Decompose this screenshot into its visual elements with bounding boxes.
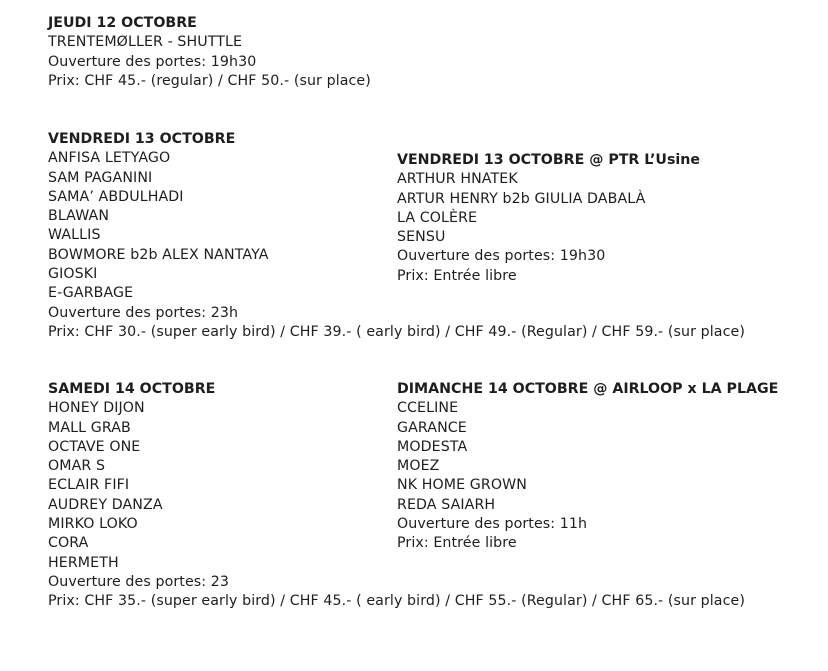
artist-line: OMAR S xyxy=(48,458,106,475)
artist-line: MALL GRAB xyxy=(48,419,131,436)
event-title: SAMEDI 14 OCTOBRE xyxy=(48,381,216,397)
artist-line: GARANCE xyxy=(397,419,467,436)
price-line: Prix: Entrée libre xyxy=(397,267,517,284)
artist-line: OCTAVE ONE xyxy=(48,438,141,455)
artist-line: MIRKO LOKO xyxy=(48,516,138,533)
event-title: JEUDI 12 OCTOBRE xyxy=(48,15,197,31)
artist-line: BLAWAN xyxy=(48,208,110,225)
artist-line: ECLAIR FIFI xyxy=(48,477,130,494)
artist-line: WALLIS xyxy=(48,227,101,244)
artist-line: GIOSKI xyxy=(48,266,98,283)
artist-line: TRENTEMØLLER - SHUTTLE xyxy=(48,34,243,51)
event-dimanche-14-airloop xyxy=(397,380,778,554)
artist-line: MOEZ xyxy=(397,458,440,475)
doors-time: Ouverture des portes: 23h xyxy=(48,304,239,321)
artist-line: LA COLÈRE xyxy=(397,209,478,226)
artist-line: NK HOME GROWN xyxy=(397,477,527,494)
doors-time: Ouverture des portes: 19h30 xyxy=(48,53,257,70)
price-line: Prix: CHF 35.- (super early bird) / CHF 45.- ( early bird) / CHF 55.- (Regular) / CHF 65.- (sur place) xyxy=(48,593,745,610)
price-line: Prix: CHF 30.- (super early bird) / CHF 39.- ( early bird) / CHF 49.- (Regular) / CHF 59.- (sur place) xyxy=(48,323,745,340)
price-line: Prix: Entrée libre xyxy=(397,535,517,552)
event-jeudi-12 xyxy=(48,14,371,91)
event-vendredi-13-usine xyxy=(397,151,700,286)
artist-line: AUDREY DANZA xyxy=(48,496,163,513)
artist-line: BOWMORE b2b ALEX NANTAYA xyxy=(48,246,269,263)
artist-line: MODESTA xyxy=(397,438,468,455)
doors-time: Ouverture des portes: 11h xyxy=(397,516,588,533)
event-title: VENDREDI 13 OCTOBRE @ PTR L’Usine xyxy=(397,152,700,168)
price-line: Prix: CHF 45.- (regular) / CHF 50.- (sur place) xyxy=(48,72,371,89)
artist-line: SAM PAGANINI xyxy=(48,169,153,186)
artist-line: SENSU xyxy=(397,229,446,246)
artist-line: CORA xyxy=(48,535,89,552)
artist-line: SAMA’ ABDULHADI xyxy=(48,188,184,205)
artist-line: HONEY DIJON xyxy=(48,400,145,417)
artist-line: HERMETH xyxy=(48,554,119,571)
event-title: DIMANCHE 14 OCTOBRE @ AIRLOOP x LA PLAGE xyxy=(397,381,779,397)
event-title: VENDREDI 13 OCTOBRE xyxy=(48,131,236,147)
artist-line: ANFISA LETYAGO xyxy=(48,150,171,167)
artist-line: CCELINE xyxy=(397,400,459,417)
doors-time: Ouverture des portes: 19h30 xyxy=(397,248,606,265)
artist-line: REDA SAIARH xyxy=(397,496,496,513)
artist-line: ARTUR HENRY b2b GIULIA DABALÀ xyxy=(397,190,646,207)
artist-line: ARTHUR HNATEK xyxy=(397,171,518,188)
doors-time: Ouverture des portes: 23 xyxy=(48,573,230,590)
artist-line: E-GARBAGE xyxy=(48,285,134,302)
